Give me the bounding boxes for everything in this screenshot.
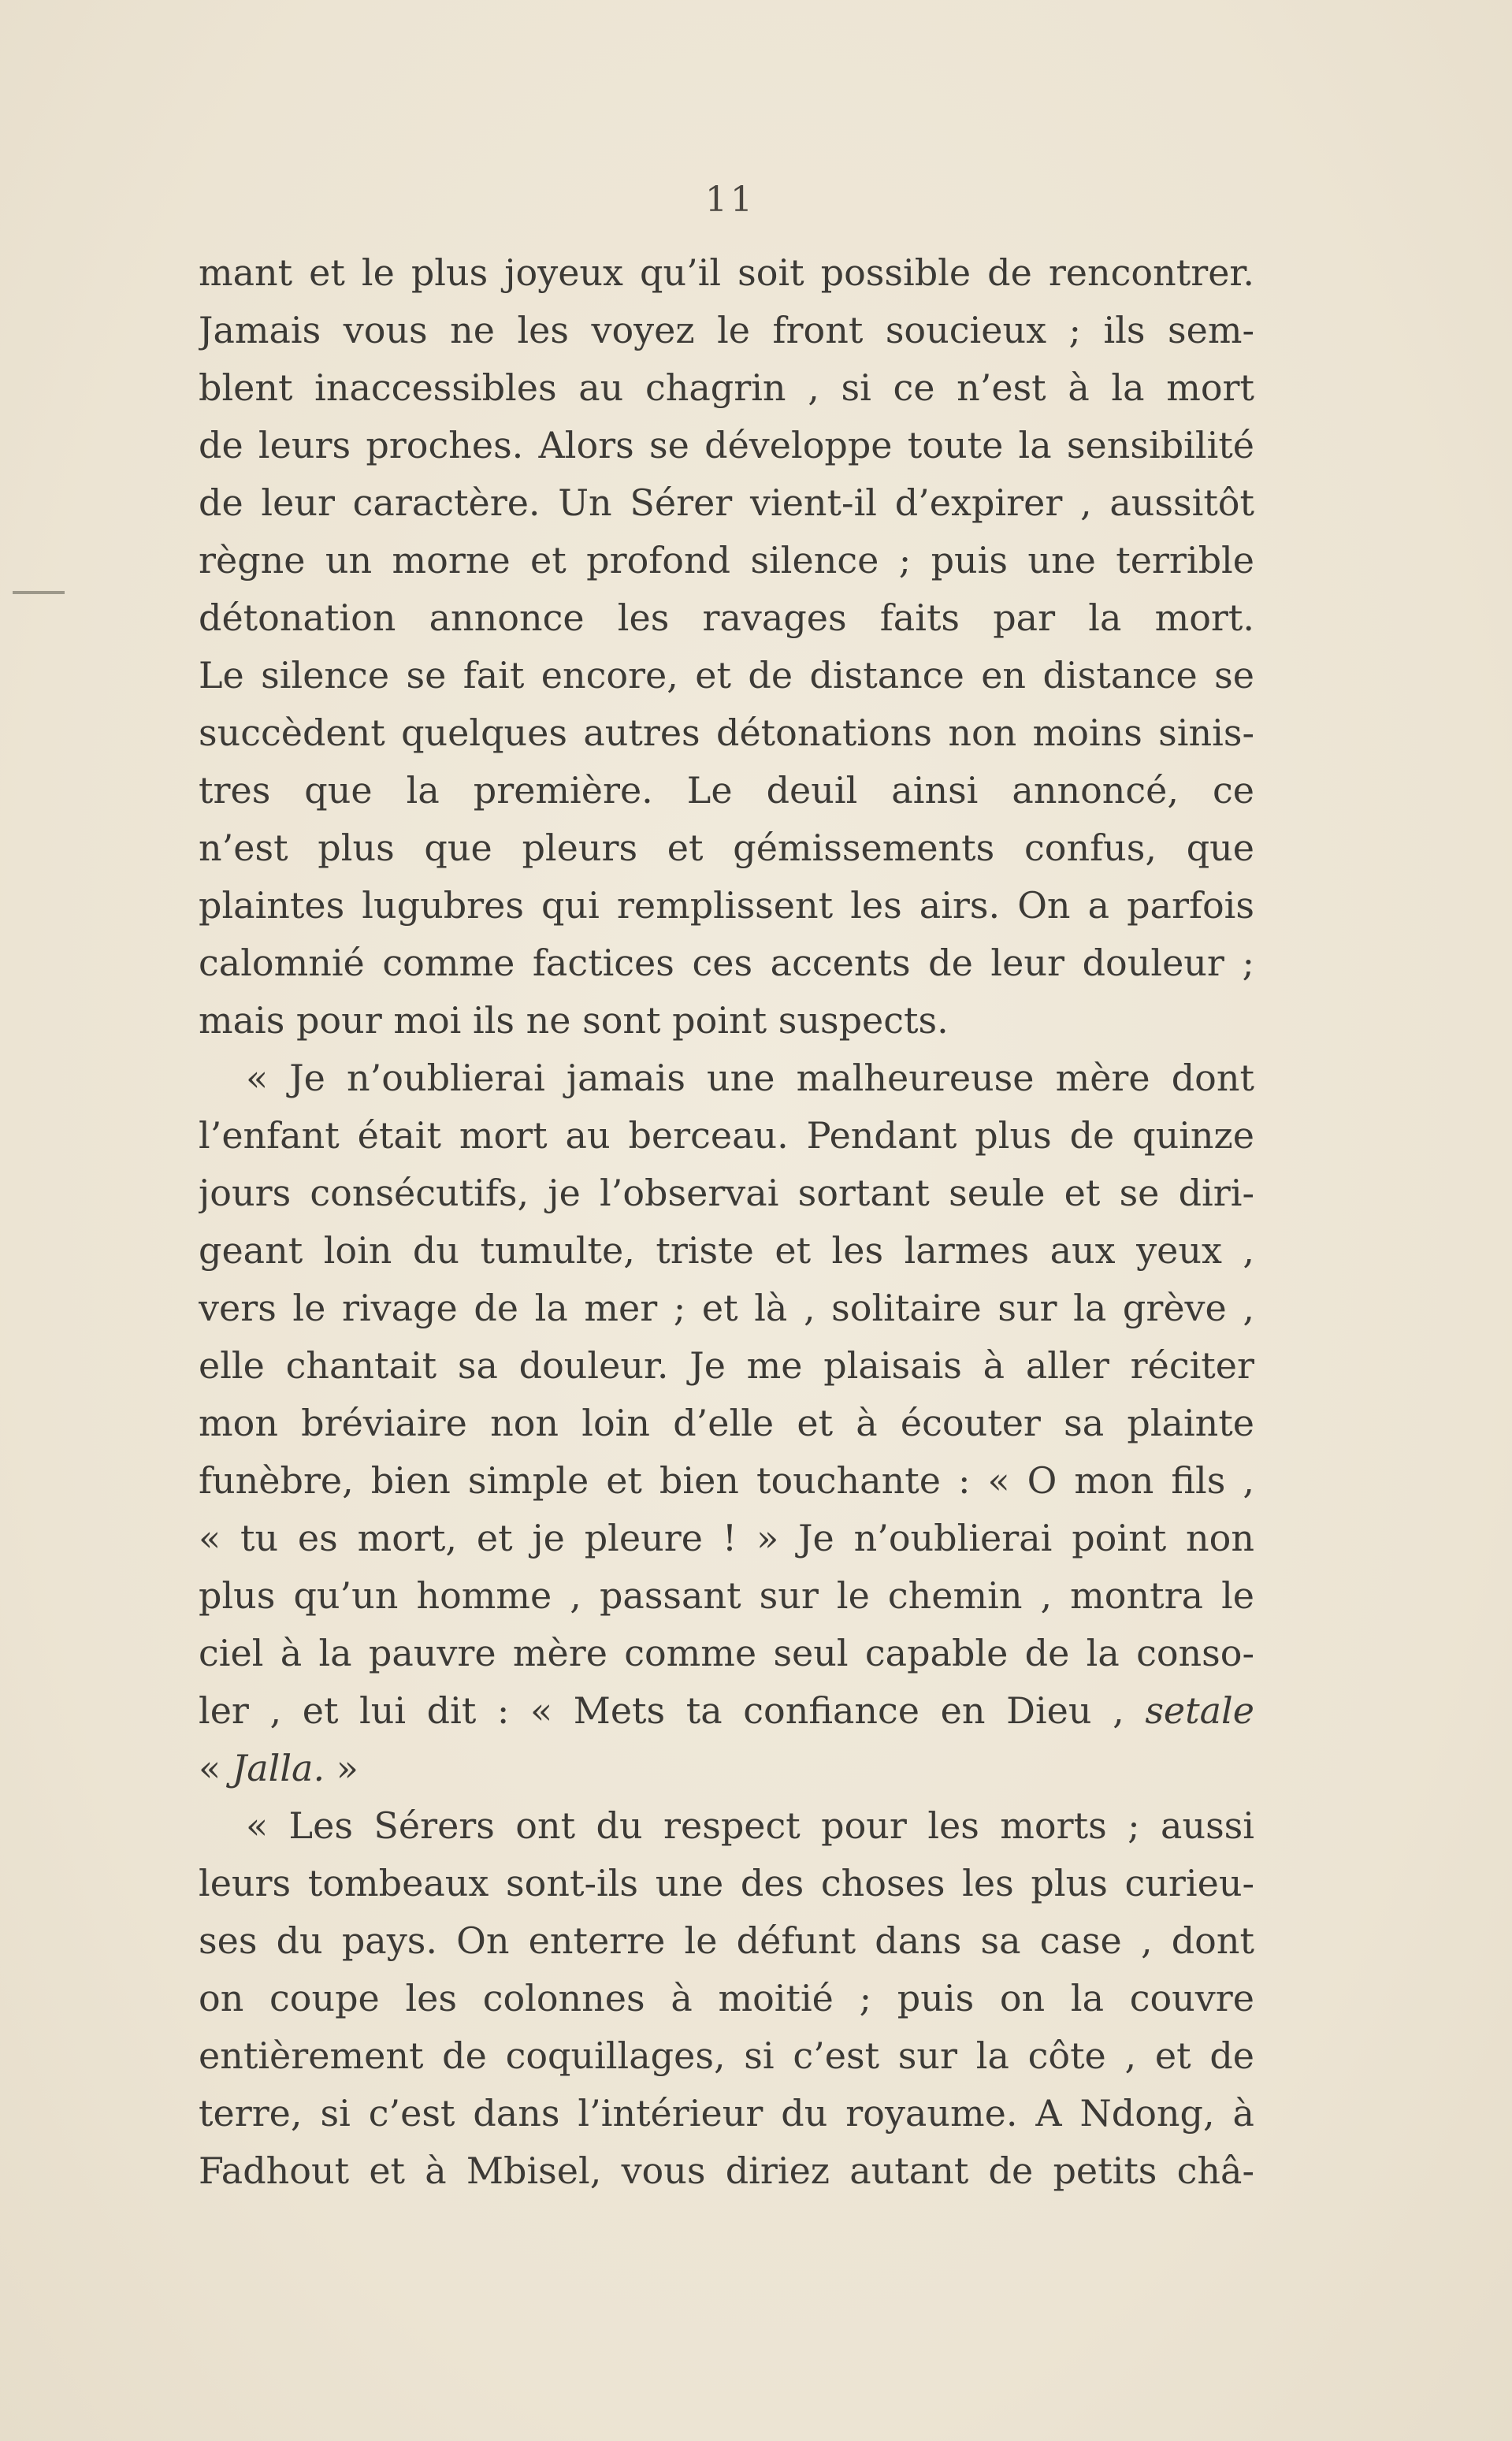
text-line: Jamais vous ne les voyez le front soucieux ; ils sem- <box>199 309 1254 351</box>
text-line: « Je n’oublierai jamais une malheureuse mère dont <box>246 1057 1254 1099</box>
text-line: on coupe les colonnes à moitié ; puis on la couvre <box>199 1977 1254 2019</box>
italic-word: setale <box>1145 1689 1254 1732</box>
text-line: « Les Sérers ont du respect pour les morts ; aussi <box>246 1804 1254 1847</box>
text-line: mon bréviaire non loin d’elle et à écouter sa plainte <box>199 1402 1254 1444</box>
page-number: 11 <box>705 180 756 220</box>
body-text <box>199 244 1254 2200</box>
text-line: succèdent quelques autres détonations non moins sinis- <box>199 711 1254 754</box>
text-line: plaintes lugubres qui remplissent les airs. On a parfois <box>199 884 1254 927</box>
text-line: mais pour moi ils ne sont point suspects. <box>199 999 949 1042</box>
text-line: geant loin du tumulte, triste et les larmes aux yeux , <box>199 1229 1254 1272</box>
text-line: règne un morne et profond silence ; puis une terrible <box>199 539 1254 581</box>
italic-word: Jalla. <box>232 1747 325 1789</box>
text-line: plus qu’un homme , passant sur le chemin , montra le <box>199 1574 1254 1617</box>
text-line: terre, si c’est dans l’intérieur du royaume. A Ndong, à <box>199 2092 1254 2134</box>
margin-mark <box>13 591 65 594</box>
text-line: Fadhout et à Mbisel, vous diriez autant de petits châ- <box>199 2149 1254 2192</box>
text-line: détonation annonce les ravages faits par la mort. <box>199 596 1254 639</box>
text-line: « tu es mort, et je pleure ! » Je n’oublierai point non <box>199 1517 1254 1559</box>
text-line: elle chantait sa douleur. Je me plaisais à aller réciter <box>199 1344 1254 1387</box>
text-line: tres que la première. Le deuil ainsi annoncé, ce <box>199 769 1254 812</box>
text-line: mant et le plus joyeux qu’il soit possible de rencontrer. <box>199 251 1254 294</box>
text-line: n’est plus que pleurs et gémissements confus, que <box>199 827 1254 869</box>
text-line: ler , et lui dit : « Mets ta confiance en Dieu , setale <box>199 1689 1254 1732</box>
text-line: entièrement de coquillages, si c’est sur la côte , et de <box>199 2034 1254 2077</box>
text-line: calomnié comme factices ces accents de leur douleur ; <box>199 942 1254 984</box>
text-line: blent inaccessibles au chagrin , si ce n’est à la mort <box>199 366 1254 409</box>
text-line: Le silence se fait encore, et de distance en distance se <box>199 654 1254 697</box>
text-line: funèbre, bien simple et bien touchante : « O mon fils , <box>199 1459 1254 1502</box>
text-line: ses du pays. On enterre le défunt dans sa case , dont <box>199 1919 1254 1962</box>
text-line: « Jalla. » <box>199 1747 358 1789</box>
text-line: vers le rivage de la mer ; et là , solitaire sur la grève , <box>199 1287 1254 1329</box>
text-line: ciel à la pauvre mère comme seul capable de la conso- <box>199 1632 1254 1674</box>
text-line: jours consécutifs, je l’observai sortant seule et se diri- <box>199 1172 1254 1214</box>
text-line: de leurs proches. Alors se développe toute la sensibilité <box>199 424 1254 466</box>
text-line: l’enfant était mort au berceau. Pendant plus de quinze <box>199 1114 1254 1157</box>
text-line: leurs tombeaux sont-ils une des choses les plus curieu- <box>199 1862 1254 1904</box>
text-line: de leur caractère. Un Sérer vient-il d’expirer , aussitôt <box>199 481 1254 524</box>
